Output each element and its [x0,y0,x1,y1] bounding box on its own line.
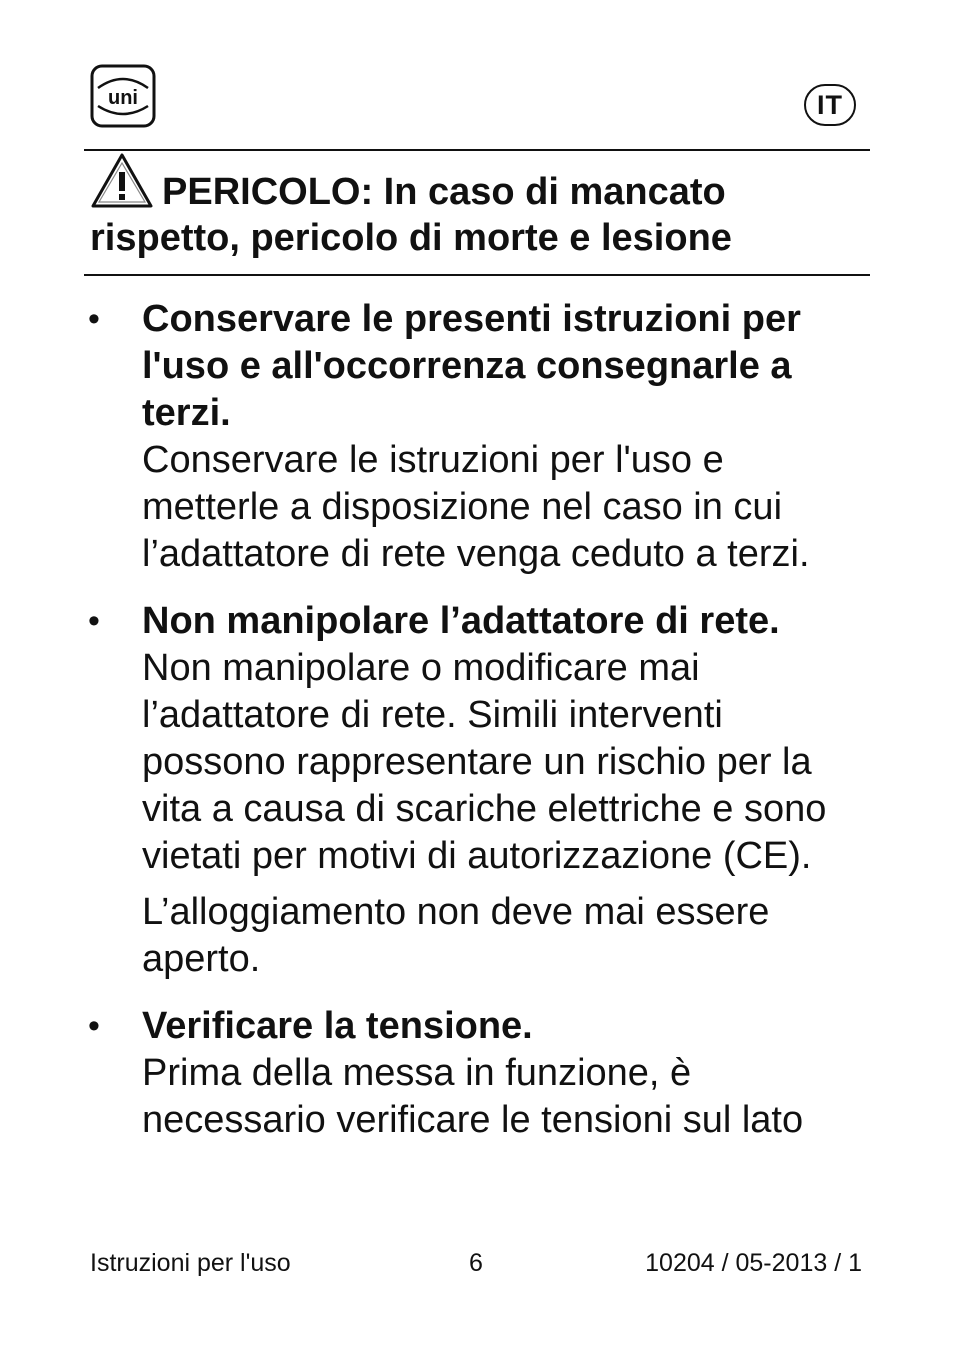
heading-divider [84,274,870,276]
item-text: Conservare le istruzioni per l'uso e metterle a disposizione nel caso in cui l’adattatore di rete venga ceduto a terzi. [142,439,810,575]
danger-heading [90,152,870,261]
item-text: Non manipolare o modificare mai l’adattatore di rete. Simili interventi possono rappresentare un rischio per la vita a causa di scariche elettriche e sono vietati per motivi di autorizzazione (CE). [142,647,827,877]
danger-heading-text: PERICOLO: In caso di mancato rispetto, pericolo di morte e lesione [90,171,732,259]
list-item [88,598,870,983]
item-title: Verificare la tensione. [142,1005,533,1047]
language-badge-label: IT [817,89,843,120]
bullet: • [88,1007,100,1045]
item-text: Prima della messa in funzione, è necessario verificare le tensioni sul lato [142,1052,804,1141]
item-title: Conservare le presenti istruzioni per l'uso e all'occorrenza consegnarle a terzi. [142,298,801,434]
item-title: Non manipolare l’adattatore di rete. [142,600,780,642]
item-text: L’alloggiamento non deve mai essere aperto. [142,891,770,980]
footer-document-title: Istruzioni per l'uso [90,1249,291,1277]
bullet: • [88,300,100,338]
page-number: 6 [469,1249,483,1277]
instruction-list [88,296,870,1164]
uni-logo [90,64,156,128]
warning-triangle-icon [90,152,154,210]
list-item [88,296,870,578]
bullet: • [88,602,100,640]
document-code: 10204 / 05-2013 / 1 [645,1249,862,1277]
language-badge [804,84,856,126]
list-item [88,1003,870,1144]
top-divider [84,149,870,151]
svg-text:uni: uni [108,87,138,109]
